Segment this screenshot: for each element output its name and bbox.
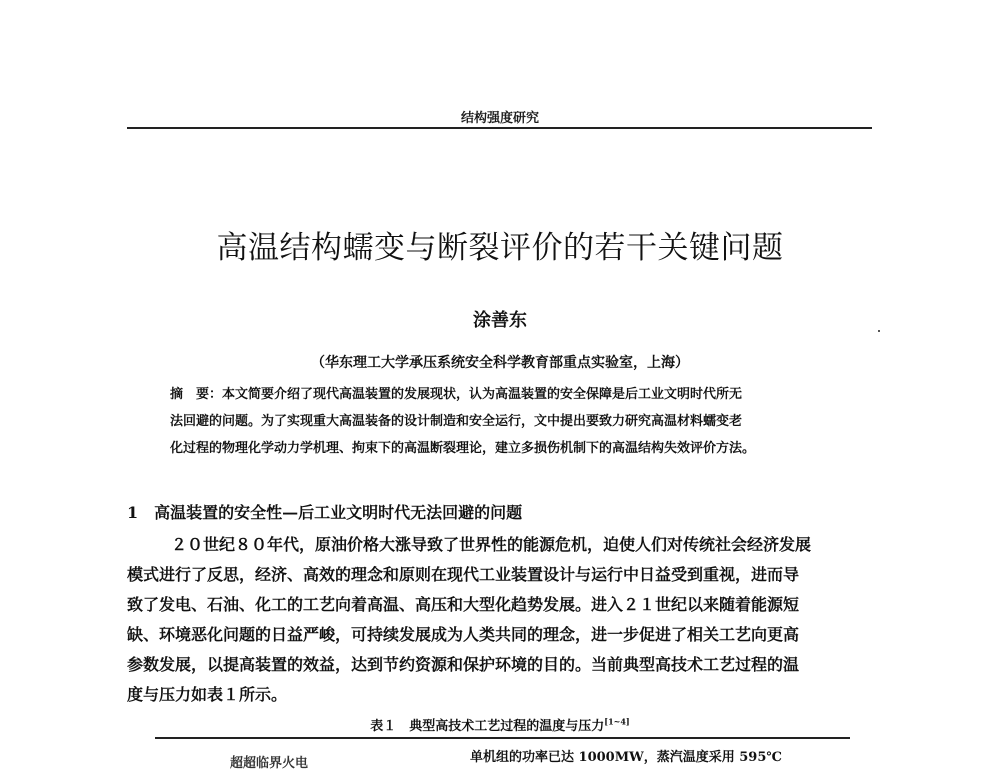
- table-caption: [0, 715, 1000, 734]
- section-title: 高温装置的安全性—后工业文明时代无法回避的问题: [154, 503, 523, 522]
- table-caption-text: 表１ 典型高技术工艺过程的温度与压力: [370, 719, 605, 734]
- table-row-1-label: 超超临界火电: [230, 756, 309, 771]
- paper-title: 高温结构蠕变与断裂评价的若干关键问题: [216, 230, 784, 266]
- section-heading: [127, 500, 522, 523]
- body-line-6: 度与压力如表１所示。: [127, 685, 288, 704]
- abstract-text-1: 本文简要介绍了现代高温装置的发展现状，认为高温装置的安全保障是后工业文明时代所无: [222, 387, 743, 402]
- body-line-3: 致了发电、石油、化工的工艺向着高温、高压和大型化趋势发展。进入２１世纪以来随着能源短: [127, 595, 800, 614]
- body-line-5: 参数发展，以提高装置的效益，达到节约资源和保护环境的目的。当前典型高技术工艺过程的温: [127, 655, 800, 674]
- body-line-4: 缺、环境恶化问题的日益严峻，可持续发展成为人类共同的理念，进一步促进了相关工艺向更高: [127, 625, 800, 644]
- table-top-rule: [155, 737, 850, 739]
- abstract: [170, 381, 870, 462]
- section-number: 1: [127, 503, 139, 522]
- affiliation: （华东理工大学承压系统安全科学教育部重点实验室，上海）: [311, 355, 689, 371]
- abstract-label: 摘 要：: [170, 387, 223, 402]
- section-body: [127, 530, 872, 710]
- body-line-1: ２０世纪８０年代，原油价格大涨导致了世界性的能源危机，迫使人们对传统社会经济发展: [171, 535, 812, 554]
- abstract-line-1: [170, 381, 870, 408]
- abstract-line-3: 化过程的物理化学动力学机理、拘束下的高温断裂理论，建立多损伤机制下的高温结构失效评价方法。: [170, 441, 756, 456]
- header-rule: [127, 127, 872, 129]
- table-row-1-description: 单机组的功率已达 1000MW，蒸汽温度采用 595℃: [470, 750, 782, 765]
- abstract-line-2: 法回避的问题。为了实现重大高温装备的设计制造和安全运行，文中提出要致力研究高温材料蠕变老: [170, 414, 743, 429]
- scan-speck: [878, 330, 880, 332]
- table-caption-ref: [1~4]: [604, 716, 630, 727]
- body-line-2: 模式进行了反思，经济、高效的理念和原则在现代工业装置设计与运行中日益受到重视，进而导: [127, 565, 800, 584]
- running-header: 结构强度研究: [460, 111, 539, 126]
- author-name: 涂善东: [473, 310, 527, 331]
